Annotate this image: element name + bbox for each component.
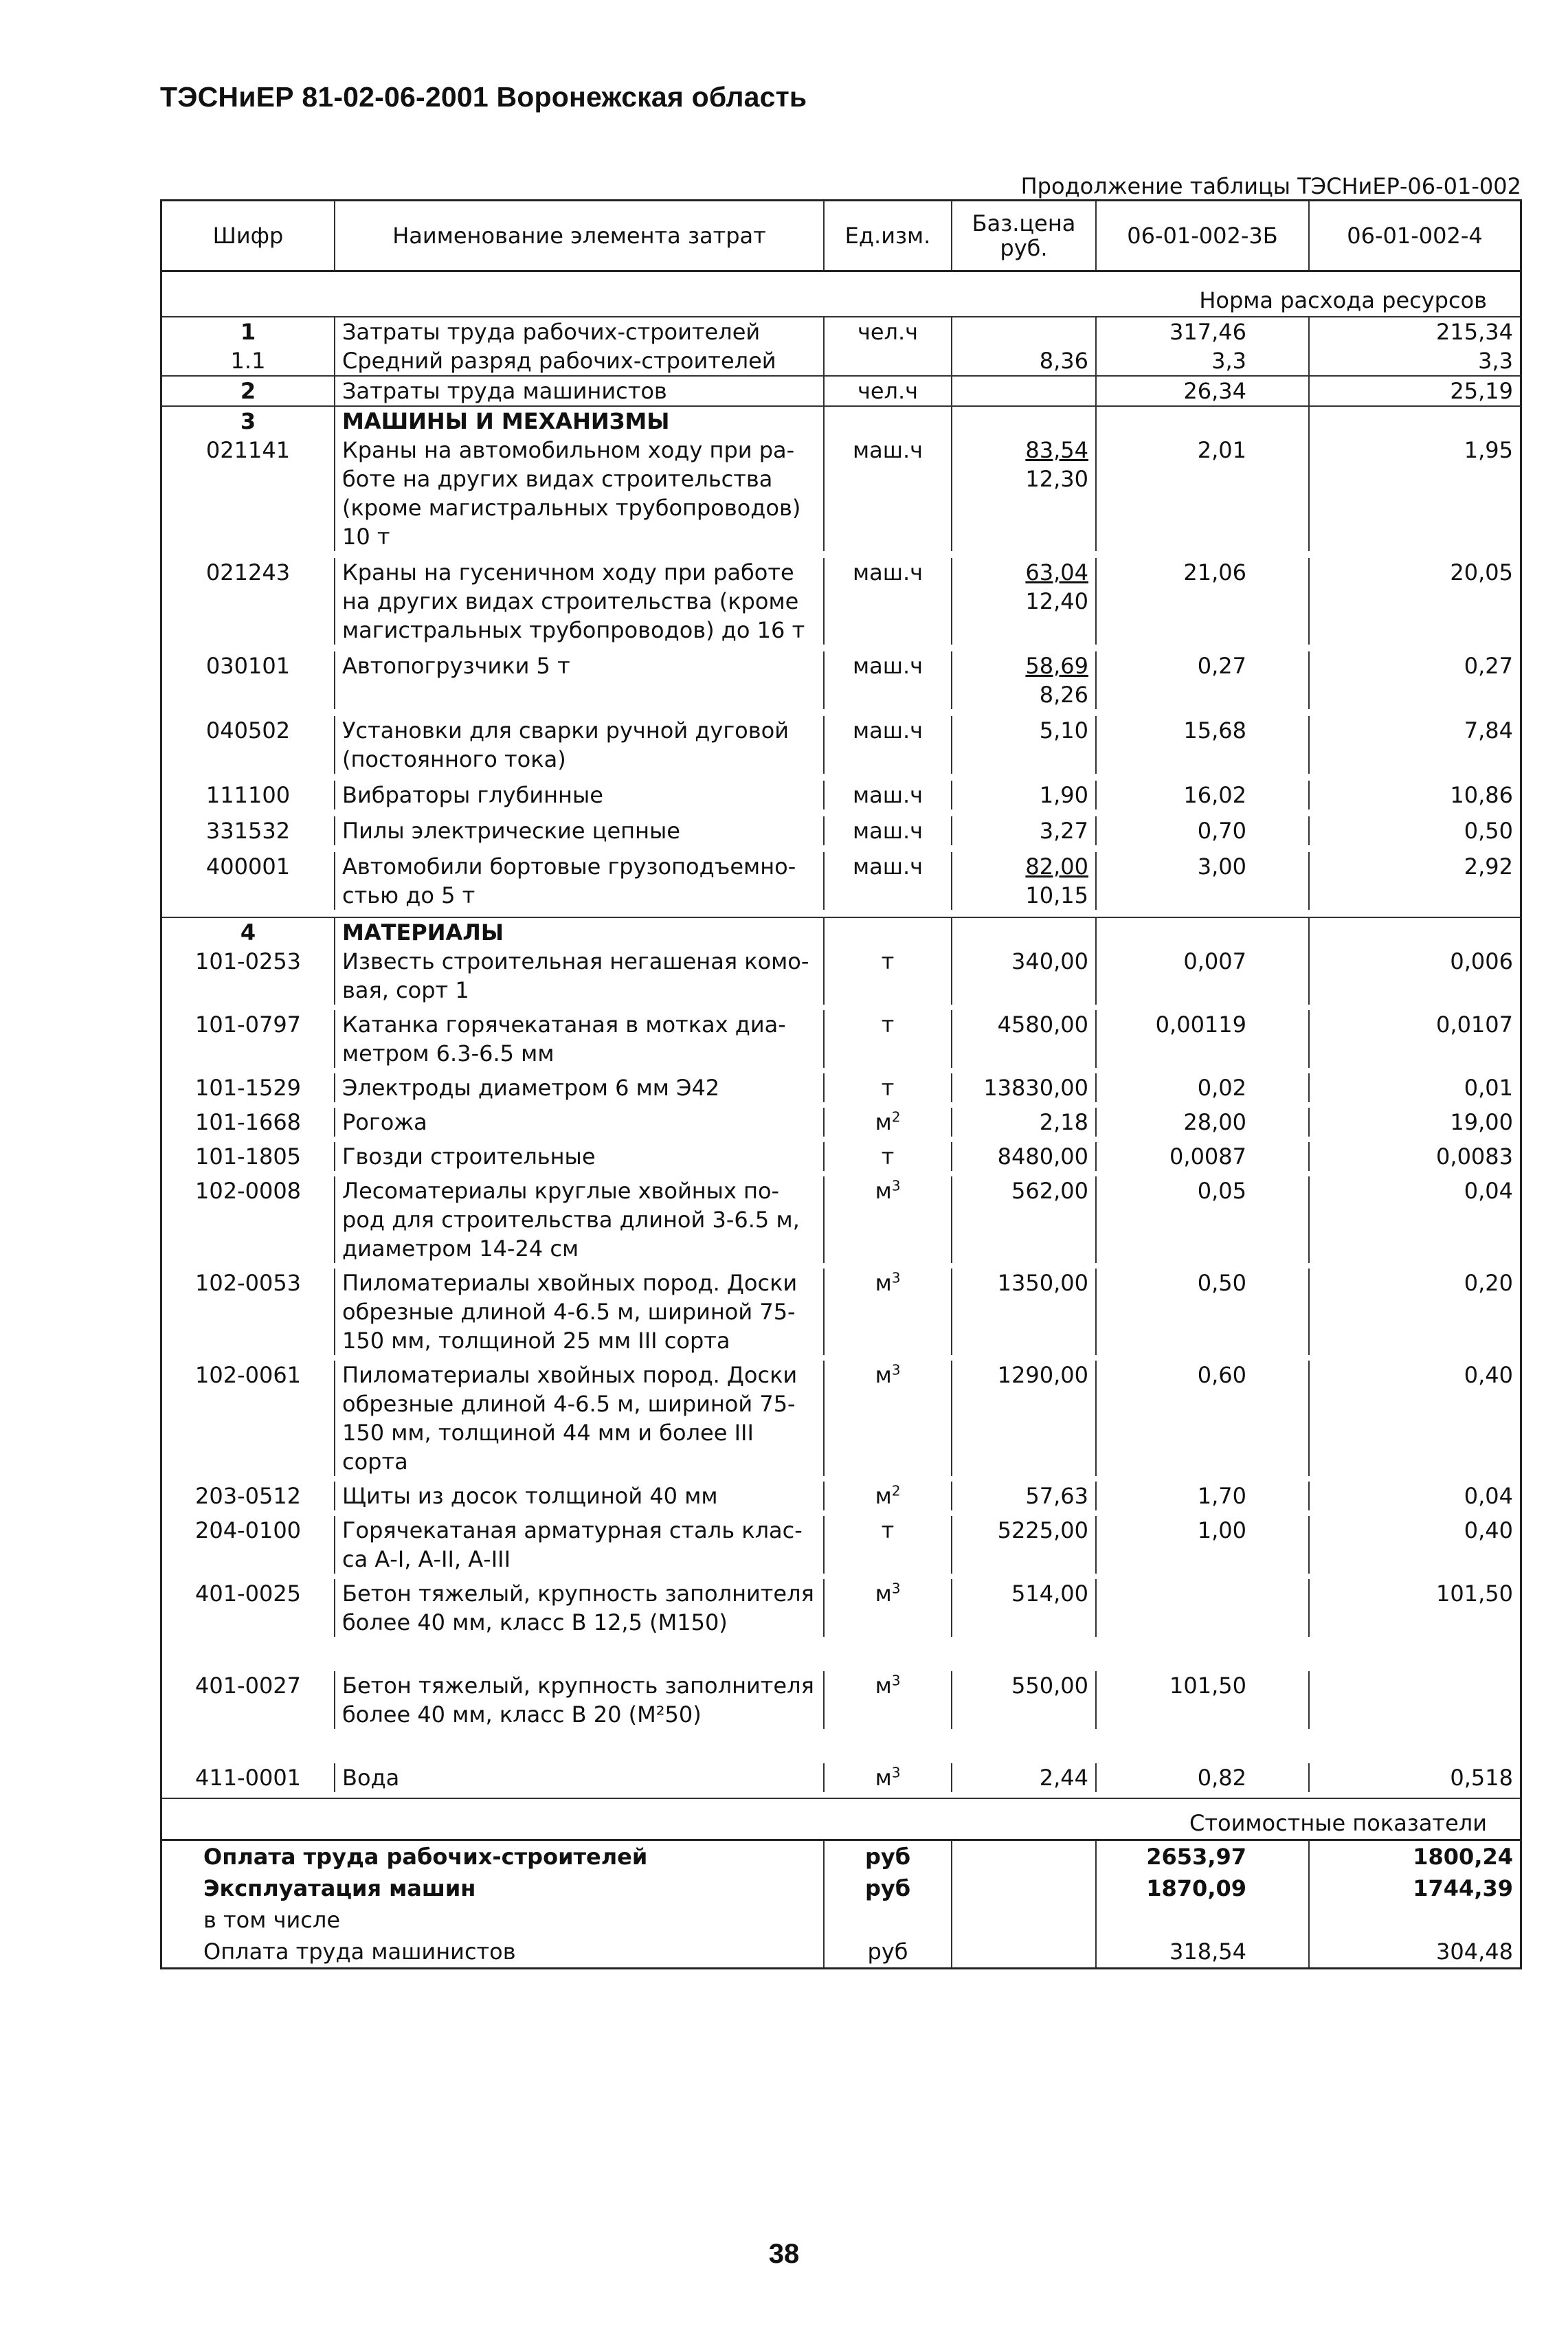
norm-band-label: Норма расхода ресурсов	[1199, 287, 1487, 313]
row-name: Затраты труда машинистов	[334, 377, 823, 405]
row-value-a: 317,46	[1095, 317, 1308, 346]
table-row	[162, 346, 1520, 375]
cost-row	[162, 1841, 1520, 1873]
row-code: 401-0025	[194, 1580, 302, 1607]
row-base-price: 2,44	[951, 1763, 1095, 1792]
row-value-b: 0,27	[1308, 651, 1520, 709]
unit-text: м	[875, 1270, 892, 1296]
row-value-a: 0,0087	[1095, 1142, 1308, 1171]
unit-text: м	[875, 1765, 892, 1791]
row-unit	[823, 947, 951, 1005]
row-unit	[823, 1579, 951, 1637]
table-row	[162, 1010, 1520, 1068]
row-base-price: 1290,00	[951, 1361, 1095, 1476]
row-code: 102-0008	[194, 1178, 302, 1204]
row-value-a: 0,60	[1095, 1361, 1308, 1476]
cost-value-a: 318,54	[1095, 1936, 1308, 1967]
row-name-line: стью до 5 т	[342, 882, 475, 908]
table-row	[162, 317, 1520, 346]
table-row	[162, 1269, 1520, 1355]
cost-label: Эксплуатация машин	[203, 1875, 476, 1901]
cost-base-price	[951, 1841, 1095, 1873]
cost-unit: руб	[823, 1841, 951, 1873]
table-row	[162, 1073, 1520, 1102]
row-value-a: 2,01	[1095, 436, 1308, 551]
row-name-line: вая, сорт 1	[342, 977, 469, 1003]
row-name-line: боте на других видах строительства	[342, 466, 773, 492]
row-value-b: 0,0083	[1308, 1142, 1520, 1171]
row-name-line: Рогожа	[342, 1109, 427, 1135]
row-name-line: более 40 мм, класс В 12,5 (М150)	[342, 1609, 728, 1635]
row-code: 204-0100	[194, 1517, 302, 1543]
row-base-price	[951, 651, 1095, 709]
row-unit	[823, 1361, 951, 1476]
row-name-line: метром 6.3-6.5 мм	[342, 1040, 555, 1066]
row-name	[334, 436, 823, 551]
cost-value-a: 2653,97	[1095, 1841, 1308, 1873]
row-unit: маш.ч	[823, 716, 951, 774]
row-code: 401-0027	[194, 1673, 302, 1699]
row-name-line: Вибраторы глубинные	[342, 782, 603, 808]
row-name	[334, 1482, 823, 1510]
row-code: 040502	[205, 717, 291, 744]
cost-label: Оплата труда рабочих-строителей	[203, 1844, 648, 1870]
row-value-b: 215,34	[1308, 317, 1520, 346]
row-value-b: 0,20	[1308, 1269, 1520, 1355]
row-value-a: 0,02	[1095, 1073, 1308, 1102]
table-row	[162, 1108, 1520, 1137]
row-code: 400001	[205, 853, 291, 880]
row-name	[334, 947, 823, 1005]
row-value-a: 28,00	[1095, 1108, 1308, 1137]
row-value-a: 16,02	[1095, 781, 1308, 809]
machines-section	[162, 436, 1520, 910]
unit-text: т	[881, 1517, 895, 1543]
cost-row	[162, 1873, 1520, 1904]
row-base-price: 340,00	[951, 947, 1095, 1005]
table-row	[162, 651, 1520, 709]
table-row	[162, 436, 1520, 551]
row-name-line: 150 мм, толщиной 44 мм и более III	[342, 1420, 754, 1446]
price-wages: 8,26	[1039, 682, 1088, 708]
row-value-a	[1095, 1579, 1308, 1637]
row-code: 411-0001	[194, 1765, 302, 1791]
row-base-price: 514,00	[951, 1579, 1095, 1637]
price-total: 83,54	[1025, 437, 1088, 463]
section-title: МАШИНЫ И МЕХАНИЗМЫ	[334, 407, 823, 436]
row-code: 2	[240, 378, 256, 404]
row-base-price	[951, 558, 1095, 645]
row-name	[334, 852, 823, 910]
price-total: 58,69	[1025, 653, 1088, 679]
row-value-a: 0,50	[1095, 1269, 1308, 1355]
section-title: МАТЕРИАЛЫ	[334, 918, 823, 947]
row-name-line: Автопогрузчики 5 т	[342, 653, 570, 679]
row-unit	[823, 1010, 951, 1068]
row-value-b: 0,006	[1308, 947, 1520, 1005]
row-base-price	[951, 816, 1095, 845]
row-name-line: 10 т	[342, 524, 390, 550]
row-base-price	[951, 716, 1095, 774]
row-code: 101-1529	[194, 1075, 302, 1101]
table-row	[162, 1671, 1520, 1729]
unit-text: т	[881, 1075, 895, 1101]
row-base-price: 550,00	[951, 1671, 1095, 1729]
row-unit	[823, 1763, 951, 1792]
row-base-price	[951, 781, 1095, 809]
row-base-price	[951, 436, 1095, 551]
row-name-line: Щиты из досок толщиной 40 мм	[342, 1483, 718, 1509]
unit-text: т	[881, 1143, 895, 1170]
row-name-line: Вода	[342, 1765, 400, 1791]
row-base-price	[951, 317, 1095, 346]
table-row	[162, 1361, 1520, 1476]
unit-exponent: 2	[891, 1482, 901, 1499]
row-code: 021141	[205, 437, 291, 463]
unit-text: т	[881, 1012, 895, 1038]
row-unit: маш.ч	[823, 558, 951, 645]
row-name-line: (постоянного тока)	[342, 746, 566, 772]
header-code: Шифр	[212, 223, 284, 249]
norm-band	[162, 272, 1520, 317]
row-value-a: 101,50	[1095, 1671, 1308, 1729]
header-base-price: Баз.цена руб.	[951, 201, 1095, 270]
row-name-line: Краны на автомобильном ходу при ра-	[342, 437, 795, 463]
row-unit: маш.ч	[823, 852, 951, 910]
table-row	[162, 558, 1520, 645]
row-value-a: 0,05	[1095, 1176, 1308, 1263]
unit-exponent: 3	[891, 1269, 901, 1286]
row-name	[334, 651, 823, 709]
table-row	[162, 781, 1520, 809]
table-row	[162, 375, 1520, 405]
header-col-a: 06-01-002-3Б	[1095, 201, 1308, 270]
header-col-b: 06-01-002-4	[1308, 201, 1520, 270]
row-value-b: 10,86	[1308, 781, 1520, 809]
unit-text: т	[881, 948, 895, 974]
row-unit: чел.ч	[823, 317, 951, 346]
unit-text: м	[875, 1580, 892, 1607]
row-base-price: 8,36	[951, 346, 1095, 375]
unit-text: м	[875, 1178, 892, 1204]
row-unit: маш.ч	[823, 651, 951, 709]
cost-value-a: 1870,09	[1095, 1873, 1308, 1904]
row-base-price: 562,00	[951, 1176, 1095, 1263]
row-value-b: 0,04	[1308, 1176, 1520, 1263]
cost-base-price	[951, 1936, 1095, 1967]
row-code: 331532	[205, 818, 291, 844]
row-value-b: 0,40	[1308, 1361, 1520, 1476]
unit-text: м	[875, 1673, 892, 1699]
row-value-a: 0,00119	[1095, 1010, 1308, 1068]
materials-section-row	[162, 917, 1520, 947]
row-value-a: 3,00	[1095, 852, 1308, 910]
row-code: 101-1668	[194, 1109, 302, 1135]
price-total: 63,04	[1025, 559, 1088, 585]
table-row	[162, 1516, 1520, 1574]
row-unit	[823, 346, 951, 375]
row-name	[334, 1269, 823, 1355]
row-name	[334, 1516, 823, 1574]
cost-value-b: 304,48	[1308, 1936, 1520, 1967]
row-name-line: род для строительства длиной 3-6.5 м,	[342, 1207, 800, 1233]
row-code: 021243	[205, 559, 291, 585]
row-name	[334, 781, 823, 809]
row-unit: маш.ч	[823, 436, 951, 551]
row-unit	[823, 1073, 951, 1102]
row-name-line: Установки для сварки ручной дуговой	[342, 717, 789, 744]
unit-exponent: 3	[891, 1580, 901, 1597]
row-unit: чел.ч	[823, 377, 951, 405]
row-unit	[823, 1108, 951, 1137]
row-value-b: 2,92	[1308, 852, 1520, 910]
row-value-b: 0,50	[1308, 816, 1520, 845]
row-value-b: 25,19	[1308, 377, 1520, 405]
row-name-line: магистральных трубопроводов) до 16 т	[342, 617, 805, 643]
unit-exponent: 3	[891, 1361, 901, 1378]
row-unit	[823, 1482, 951, 1510]
header-name: Наименование элемента затрат	[334, 201, 823, 270]
table-header-row	[162, 201, 1520, 272]
row-value-a: 1,00	[1095, 1516, 1308, 1574]
row-code: 203-0512	[194, 1483, 302, 1509]
row-value-a: 0,27	[1095, 651, 1308, 709]
cost-value-b	[1308, 1904, 1520, 1936]
unit-text: м	[875, 1362, 892, 1388]
table-row	[162, 716, 1520, 774]
row-name-line: Бетон тяжелый, крупность заполнителя	[342, 1580, 814, 1607]
row-base-price: 13830,00	[951, 1073, 1095, 1102]
row-value-b: 101,50	[1308, 1579, 1520, 1637]
row-value-b	[1308, 1671, 1520, 1729]
row-name-line: Пилы электрические цепные	[342, 818, 680, 844]
row-value-a: 0,82	[1095, 1763, 1308, 1792]
cost-unit: руб	[823, 1936, 951, 1967]
row-value-a: 0,70	[1095, 816, 1308, 845]
price-total: 3,27	[1039, 818, 1088, 844]
row-name-line: Автомобили бортовые грузоподъемно-	[342, 853, 796, 880]
row-name-line: са А-I, А-II, А-III	[342, 1546, 511, 1572]
unit-exponent: 2	[891, 1108, 901, 1126]
cost-label: Оплата труда машинистов	[203, 1939, 516, 1965]
cost-label: в том числе	[203, 1907, 340, 1933]
row-name: Затраты труда рабочих-строителей	[334, 317, 823, 346]
row-value-b: 0,0107	[1308, 1010, 1520, 1068]
cost-band-label: Стоимостные показатели	[1189, 1810, 1487, 1836]
cost-band	[162, 1798, 1520, 1841]
row-name	[334, 558, 823, 645]
unit-text: м	[875, 1483, 892, 1509]
cost-row	[162, 1936, 1520, 1967]
row-name	[334, 1763, 823, 1792]
row-name	[334, 1176, 823, 1263]
row-value-a: 1,70	[1095, 1482, 1308, 1510]
row-base-price: 8480,00	[951, 1142, 1095, 1171]
section-code: 4	[240, 919, 256, 946]
row-name-line: Катанка горячекатаная в мотках диа-	[342, 1012, 786, 1038]
row-name-line: Горячекатаная арматурная сталь клас-	[342, 1517, 803, 1543]
row-value-a: 3,3	[1095, 346, 1308, 375]
row-value-b: 3,3	[1308, 346, 1520, 375]
row-name-line: Бетон тяжелый, крупность заполнителя	[342, 1673, 814, 1699]
machines-section-row	[162, 405, 1520, 436]
table-row	[162, 1763, 1520, 1792]
table-row	[162, 1579, 1520, 1637]
row-name-line: сорта	[342, 1449, 408, 1475]
row-name	[334, 1010, 823, 1068]
row-base-price: 5225,00	[951, 1516, 1095, 1574]
row-name	[334, 1142, 823, 1171]
cost-unit	[823, 1904, 951, 1936]
row-value-b: 0,518	[1308, 1763, 1520, 1792]
row-value-b: 0,40	[1308, 1516, 1520, 1574]
row-name-line: 150 мм, толщиной 25 мм III сорта	[342, 1328, 730, 1354]
table-row	[162, 816, 1520, 845]
unit-exponent: 3	[891, 1177, 901, 1194]
row-name	[334, 1361, 823, 1476]
row-value-a: 0,007	[1095, 947, 1308, 1005]
row-name-line: Пиломатериалы хвойных пород. Доски	[342, 1270, 798, 1296]
cost-value-b: 1800,24	[1308, 1841, 1520, 1873]
row-value-b: 20,05	[1308, 558, 1520, 645]
table-row	[162, 1482, 1520, 1510]
row-name-line: Лесоматериалы круглые хвойных по-	[342, 1178, 780, 1204]
cost-value-a	[1095, 1904, 1308, 1936]
row-name-line: Гвозди строительные	[342, 1143, 596, 1170]
price-wages: 12,40	[1025, 588, 1088, 614]
row-base-price: 2,18	[951, 1108, 1095, 1137]
cost-section	[162, 1841, 1520, 1967]
price-wages: 10,15	[1025, 882, 1088, 908]
row-unit	[823, 1671, 951, 1729]
row-name	[334, 1108, 823, 1137]
row-name-line: Известь строительная негашеная комо-	[342, 948, 809, 974]
price-wages: 12,30	[1025, 466, 1088, 492]
row-base-price	[951, 852, 1095, 910]
row-code: 101-0253	[194, 948, 302, 974]
unit-text: м	[875, 1109, 892, 1135]
row-value-a: 26,34	[1095, 377, 1308, 405]
materials-section	[162, 947, 1520, 1792]
row-name-line: более 40 мм, класс В 20 (М²50)	[342, 1701, 702, 1728]
cost-base-price	[951, 1904, 1095, 1936]
row-base-price: 57,63	[951, 1482, 1095, 1510]
row-name-line: Пиломатериалы хвойных пород. Доски	[342, 1362, 798, 1388]
labor-section	[162, 317, 1520, 405]
row-code: 1	[240, 319, 256, 345]
row-unit	[823, 1176, 951, 1263]
row-value-a: 15,68	[1095, 716, 1308, 774]
page-number: 38	[768, 2239, 800, 2269]
continuation-caption: Продолжение таблицы ТЭСНиЕР-06-01-002	[1020, 173, 1521, 199]
row-unit: маш.ч	[823, 781, 951, 809]
row-base-price	[951, 377, 1095, 405]
row-unit	[823, 1142, 951, 1171]
cost-base-price	[951, 1873, 1095, 1904]
row-name-line: диаметром 14-24 см	[342, 1236, 579, 1262]
section-code: 3	[240, 408, 256, 434]
row-value-b: 1,95	[1308, 436, 1520, 551]
row-value-b: 0,01	[1308, 1073, 1520, 1102]
cost-value-b: 1744,39	[1308, 1873, 1520, 1904]
row-name-line: обрезные длиной 4-6.5 м, шириной 75-	[342, 1391, 796, 1417]
row-unit: маш.ч	[823, 816, 951, 845]
row-value-a: 21,06	[1095, 558, 1308, 645]
cost-unit: руб	[823, 1873, 951, 1904]
row-unit	[823, 1269, 951, 1355]
row-value-b: 7,84	[1308, 716, 1520, 774]
row-name	[334, 1579, 823, 1637]
row-code: 102-0061	[194, 1362, 302, 1388]
row-name-line: Электроды диаметром 6 мм Э42	[342, 1075, 720, 1101]
row-base-price: 4580,00	[951, 1010, 1095, 1068]
row-name	[334, 716, 823, 774]
row-name	[334, 1073, 823, 1102]
row-value-b: 19,00	[1308, 1108, 1520, 1137]
price-total: 82,00	[1025, 853, 1088, 880]
row-code: 1.1	[230, 348, 266, 374]
row-name-line: Краны на гусеничном ходу при работе	[342, 559, 794, 585]
header-unit: Ед.изм.	[823, 201, 951, 270]
row-name: Средний разряд рабочих-строителей	[334, 346, 823, 375]
resource-table	[160, 199, 1522, 1969]
unit-exponent: 3	[891, 1672, 901, 1689]
table-row	[162, 1142, 1520, 1171]
cost-row	[162, 1904, 1520, 1936]
row-code: 111100	[205, 782, 291, 808]
document-header: ТЭСНиЕР 81-02-06-2001 Воронежская область	[160, 81, 807, 113]
price-total: 5,10	[1039, 717, 1088, 744]
row-name	[334, 1671, 823, 1729]
price-total: 1,90	[1039, 782, 1088, 808]
row-unit	[823, 1516, 951, 1574]
row-name-line: (кроме магистральных трубопроводов)	[342, 495, 801, 521]
row-code: 102-0053	[194, 1270, 302, 1296]
row-code: 101-1805	[194, 1143, 302, 1170]
table-row	[162, 947, 1520, 1005]
row-name-line: обрезные длиной 4-6.5 м, шириной 75-	[342, 1299, 796, 1325]
table-row	[162, 852, 1520, 910]
row-name-line: на других видах строительства (кроме	[342, 588, 799, 614]
table-row	[162, 1176, 1520, 1263]
row-code: 101-0797	[194, 1012, 302, 1038]
row-base-price: 1350,00	[951, 1269, 1095, 1355]
unit-exponent: 3	[891, 1764, 901, 1781]
row-name	[334, 816, 823, 845]
row-value-b: 0,04	[1308, 1482, 1520, 1510]
row-code: 030101	[205, 653, 291, 679]
